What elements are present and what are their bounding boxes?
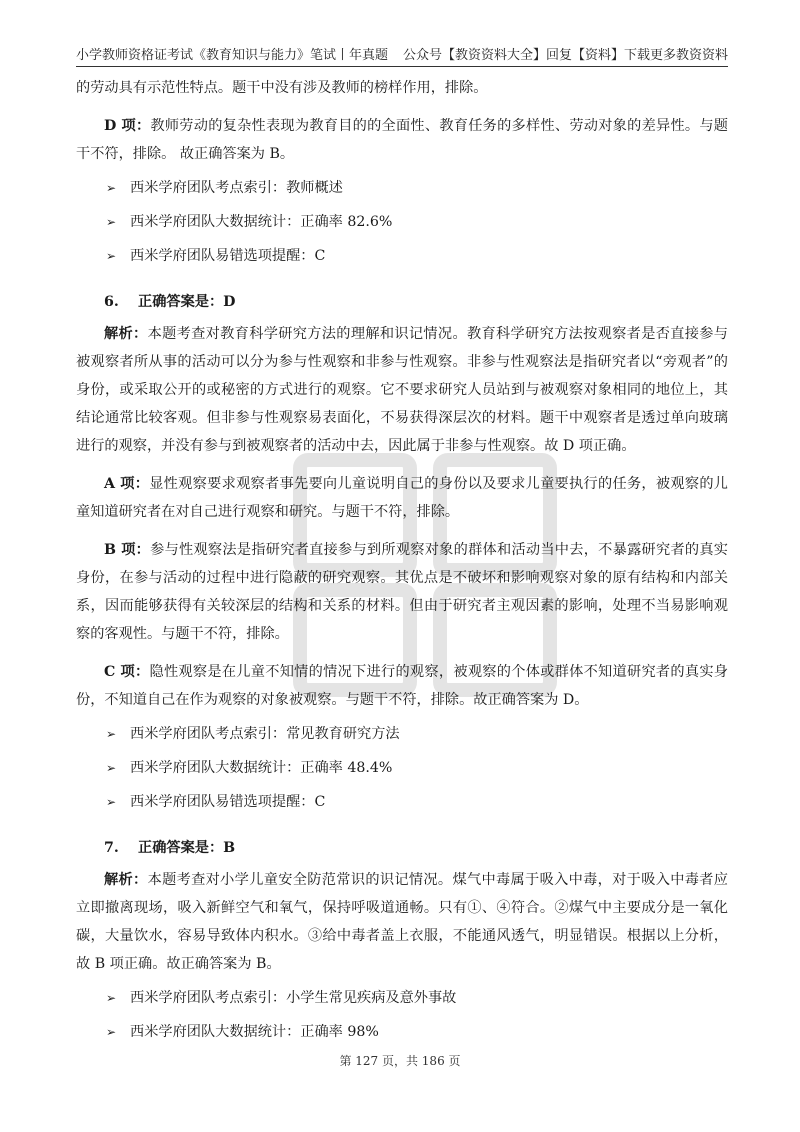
q5-bullet-3: ➢ 西米学府团队易错选项提醒：C xyxy=(76,242,728,270)
intro-line: 的劳动具有示范性特点。题干中没有涉及教师的榜样作用，排除。 xyxy=(76,80,488,96)
arrow-bullet-icon: ➢ xyxy=(106,761,117,775)
q5-d-label: D 项： xyxy=(104,118,151,134)
q7-answer: 正确答案是：B xyxy=(138,840,236,856)
q6-bullet-2: ➢ 西米学府团队大数据统计：正确率 48.4% xyxy=(76,754,728,782)
page-header xyxy=(76,44,728,67)
q5-bullet-1: ➢ 西米学府团队考点索引：教师概述 xyxy=(76,174,728,202)
q6-answer: 正确答案是：D xyxy=(138,294,236,310)
q6-bullet-3: ➢ 西米学府团队易错选项提醒：C xyxy=(76,788,728,816)
arrow-bullet-icon: ➢ xyxy=(106,795,117,809)
q6-option-a: A 项：显性观察要求观察者事先要向儿童说明自己的身份以及要求儿童要执行的任务，被观察的儿童知道研究者在对自己进行观察和研究。与题干不符，排除。 xyxy=(76,476,728,520)
header-title: 小学教师资格证考试《教育知识与能力》笔试丨年真题 xyxy=(76,48,389,63)
arrow-bullet-icon: ➢ xyxy=(106,181,117,195)
q6-option-c: C 项：隐性观察是在儿童不知情的情况下进行的观察，被观察的个体或群体不知道研究者的真实身份，不知道自己在作为观察的对象被观察。与题干不符，排除。故正确答案为 D。 xyxy=(76,664,728,708)
arrow-bullet-icon: ➢ xyxy=(106,1025,117,1039)
arrow-bullet-icon: ➢ xyxy=(106,991,117,1005)
arrow-bullet-icon: ➢ xyxy=(106,215,117,229)
q7-analysis: 解析：本题考查对小学儿童安全防范常识的识记情况。煤气中毒属于吸入中毒，对于吸入中毒者应立即撤离现场，吸入新鲜空气和氧气，保持呼吸道通畅。只有①、④符合。②煤气中主要成分是一氧化碳，大量饮水，容易导致体内积水。③给中毒者盖上衣服，不能通风透气，明显错误。根据以上分析，故 B 项正确。故正确答案为 B。 xyxy=(76,872,728,972)
q6-heading: 6. 正确答案是：D xyxy=(104,294,236,310)
q5-d-text: 教师劳动的复杂性表现为教育目的的全面性、教育任务的多样性、劳动对象的差异性。与题干不符，排除。 故正确答案为 B。 xyxy=(76,118,728,162)
arrow-bullet-icon: ➢ xyxy=(106,727,117,741)
q6-option-b: B 项：参与性观察法是指研究者直接参与到所观察对象的群体和活动当中去，不暴露研究者的真实身份，在参与活动的过程中进行隐蔽的研究观察。其优点是不破坏和影响观察对象的原有结构和内部关系，因而能够获得有关较深层的结构和关系的材料。但由于研究者主观因素的影响，处理不当易影响观察的客观性。与题干不符，排除。 xyxy=(76,542,728,642)
q5-bullet-2: ➢ 西米学府团队大数据统计：正确率 82.6% xyxy=(76,208,728,236)
q7-heading: 7. 正确答案是：B xyxy=(104,840,236,856)
page-number: 第 127 页，共 186 页 xyxy=(339,1054,461,1068)
q6-bullet-1: ➢ 西米学府团队考点索引：常见教育研究方法 xyxy=(76,720,728,748)
arrow-bullet-icon: ➢ xyxy=(106,249,117,263)
q7-bullet-1: ➢ 西米学府团队考点索引：小学生常见疾病及意外事故 xyxy=(76,984,728,1012)
q7-bullet-2: ➢ 西米学府团队大数据统计：正确率 98% xyxy=(76,1018,728,1046)
q6-analysis: 解析：本题考查对教育科学研究方法的理解和识记情况。教育科学研究方法按观察者是否直接参与被观察者所从事的活动可以分为参与性观察和非参与性观察。非参与性观察法是指研究者以“旁观者”的身份，或采取公开的或秘密的方式进行的观察。它不要求研究人员站到与被观察对象相同的地位上，其结论通常比较客观。但非参与性观察易表面化，不易获得深层次的材料。题干中观察者是透过单向玻璃进行的观察，并没有参与到被观察者的活动中去，因此属于非参与性观察。故 D 项正确。 xyxy=(76,326,728,454)
q5-option-d xyxy=(76,112,728,168)
page-content xyxy=(76,74,728,1046)
header-promo: 公众号【教资资料大全】回复【资料】下载更多教资资料 xyxy=(402,48,728,63)
